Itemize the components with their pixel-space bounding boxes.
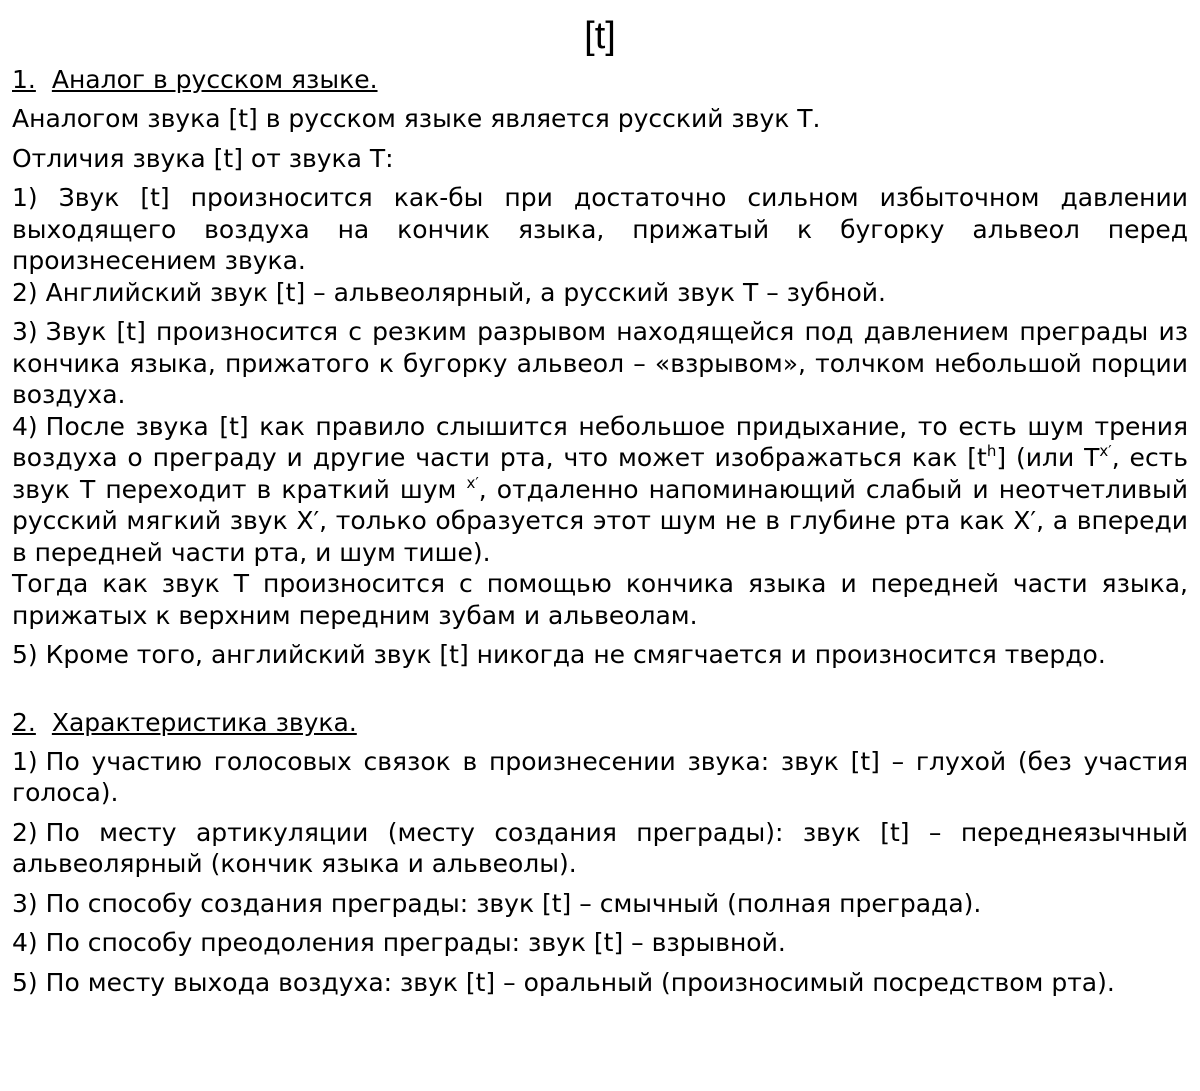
item-label: 4) xyxy=(12,411,38,441)
difference-item-3 xyxy=(12,316,1188,411)
item-text-part-2: ] (или Т xyxy=(996,443,1100,472)
section-2-heading xyxy=(12,707,1188,738)
characteristic-item-2 xyxy=(12,817,1188,880)
difference-item-1: 1) Звук [t] произносится как-бы при достаточно сильном избыточном давлении выходящего воздуха на кончик языка, прижатый к бугорку альвеол перед произнесением звука. xyxy=(12,183,1188,275)
item-text: По участию голосовых связок в произнесении звука: звук [t] – глухой (без участия голоса). xyxy=(12,746,1188,807)
item-text-part-1: После звука [t] как правило слышится небольшое придыхание, то есть шум трения воздуха о преграду и другие части рта, что может изображаться как [t xyxy=(12,411,1188,472)
item-text: По месту выхода воздуха: звук [t] – оральный (произносимый посредством рта). xyxy=(45,967,1115,997)
item-label: 5) xyxy=(12,967,38,997)
item-label: 1) xyxy=(12,746,38,776)
item-label: 5) xyxy=(12,640,38,669)
analog-paragraph: Аналогом звука [t] в русском языке является русский звук Т. xyxy=(12,104,821,133)
section-1-number: 1. xyxy=(12,65,36,94)
page-title: [t] xyxy=(584,15,616,57)
section-1-heading xyxy=(12,64,1188,95)
difference-item-5 xyxy=(12,639,1188,671)
differences-intro: Отличия звука [t] от звука Т: xyxy=(12,143,394,173)
item-label: 3) xyxy=(12,317,38,346)
item-text-part-4: , отдаленно напоминающий слабый и неотчетливый русский мягкий звук Х′, только образуется этот шум не в глубине рта как Х′, а впереди в передней части рта, и шум тише). xyxy=(12,474,1188,567)
section-2-title: Характеристика звука. xyxy=(51,707,357,737)
section-2-number: 2. xyxy=(12,707,36,737)
contrast-paragraph: Тогда как звук Т произносится с помощью кончика языка и передней части языка, прижатых к верхним передним зубам и альвеолам. xyxy=(12,569,1188,630)
characteristic-item-1 xyxy=(12,746,1188,809)
characteristic-item-5 xyxy=(12,967,1188,999)
difference-item-2 xyxy=(12,277,1188,309)
superscript-h: h xyxy=(986,442,997,460)
item-label: 2) xyxy=(12,817,38,847)
item-text: По способу преодоления преграды: звук [t] – взрывной. xyxy=(45,928,786,957)
characteristic-item-4 xyxy=(12,927,1188,959)
superscript-kh: х′ xyxy=(1099,442,1112,460)
section-1-title: Аналог в русском языке. xyxy=(51,65,378,94)
item-text: По месту артикуляции (месту создания преграды): звук [t] – переднеязычный альвеолярный (кончик языка и альвеолы). xyxy=(12,817,1188,878)
characteristic-item-3 xyxy=(12,888,1188,920)
item-label: 4) xyxy=(12,928,38,957)
item-text: По способу создания преграды: звук [t] – смычный (полная преграда). xyxy=(45,888,982,918)
item-text: Звук [t] произносится с резким разрывом находящейся под давлением преграды из кончика языка, прижатого к бугорку альвеол – «взрывом», толчком небольшой порции воздуха. xyxy=(12,317,1188,409)
item-label: 3) xyxy=(12,888,38,918)
item-text-part-3: , есть звук Т переходит в краткий шум xyxy=(12,443,1188,504)
item-label: 2) xyxy=(12,277,38,307)
difference-item-4 xyxy=(12,411,1188,569)
item-text: Английский звук [t] – альвеолярный, а русский звук Т – зубной. xyxy=(45,277,886,307)
superscript-kh-2: х′ xyxy=(466,473,479,492)
document-page xyxy=(12,0,1188,1006)
item-text: Кроме того, английский звук [t] никогда не смягчается и произносится твердо. xyxy=(45,640,1106,669)
section-spacer xyxy=(12,679,1188,703)
